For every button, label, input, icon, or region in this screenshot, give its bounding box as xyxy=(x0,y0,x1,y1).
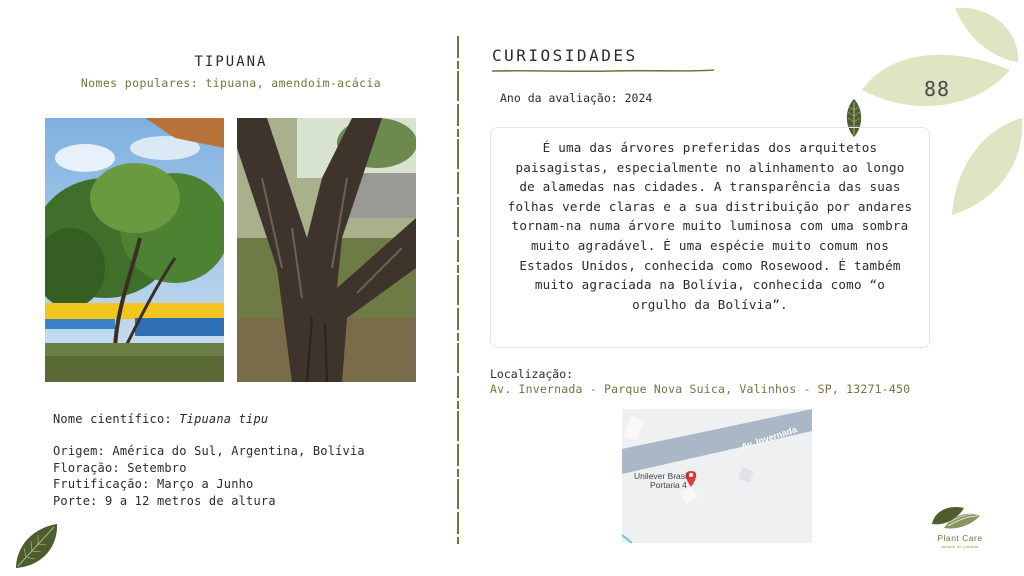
size-line: Porte: 9 a 12 metros de altura xyxy=(53,494,276,508)
brand-tagline: estudo de plantas xyxy=(941,544,979,549)
fruiting-line: Frutificação: Março a Junho xyxy=(53,477,254,491)
heading-underline xyxy=(492,67,714,75)
tree-canopy-photo xyxy=(45,118,224,382)
scientific-name-label: Nome científico: xyxy=(53,412,180,426)
scientific-name-line xyxy=(53,412,268,426)
plant-care-logo-icon xyxy=(930,502,982,532)
popular-names: Nomes populares: tipuana, amendoim-acácia xyxy=(80,76,382,90)
page-number: 88 xyxy=(923,77,951,101)
map-place-line2: Portaria 4 xyxy=(650,480,687,490)
map-road-label: Av. Invernada xyxy=(739,424,799,452)
map-place-line1: Unilever Brasil xyxy=(634,471,689,481)
curiosities-text: É uma das árvores preferidas dos arquitetos paisagistas, especialmente no alinhamento ao longo de alamedas nas cidades. A transparência das suas folhas verde claras e a sua distribuição por andares tornam-na numa árvore muito luminosa com uma sombra muito agradável. É uma espécie muito comum nos Estados Unidos, conhecida como Rosewood. É também muito agraciada na Bolívia, conhecida como “o orgulho da Bolívia”. xyxy=(490,127,930,348)
location-map[interactable] xyxy=(622,409,812,543)
location-address: Av. Invernada - Parque Nova Suica, Valinhos - SP, 13271-450 xyxy=(490,382,911,396)
tree-trunk-photo xyxy=(237,118,416,382)
species-title: TIPUANA xyxy=(194,54,268,70)
vertical-divider xyxy=(455,36,461,544)
scientific-name: Tipuana tipu xyxy=(179,412,269,426)
evaluation-year: Ano da avaliação: 2024 xyxy=(500,91,653,105)
curiosities-heading: CURIOSIDADES xyxy=(492,46,638,65)
origin-line: Origem: América do Sul, Argentina, Bolívia xyxy=(53,444,365,458)
decorative-leaf-bottom-left xyxy=(12,522,60,570)
location-label: Localização: xyxy=(490,367,574,381)
brand-name: Plant Care xyxy=(937,533,983,543)
flowering-line: Floração: Setembro xyxy=(53,461,187,475)
